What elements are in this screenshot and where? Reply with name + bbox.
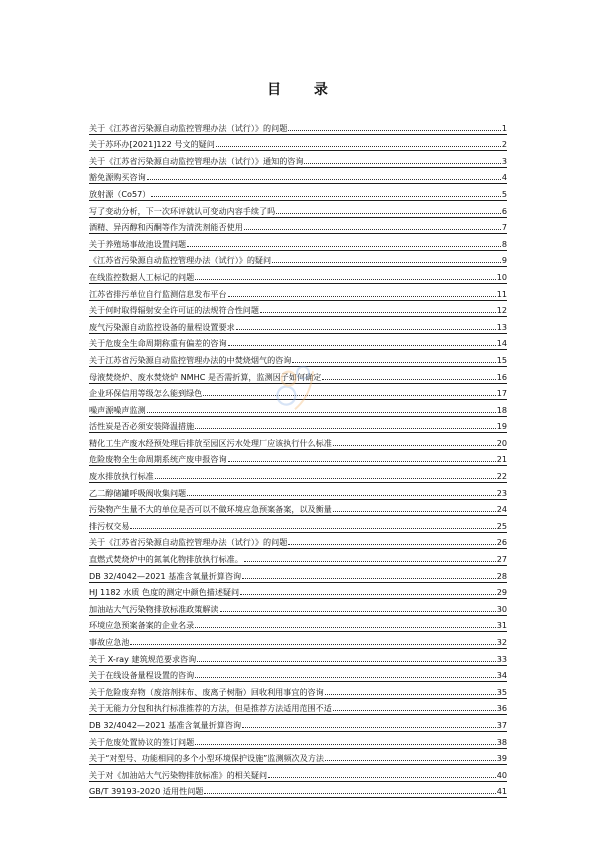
- toc-entry-title: 关于在线设备量程设置的咨询: [89, 670, 195, 681]
- toc-entry[interactable]: [89, 765, 507, 782]
- toc-entry[interactable]: [89, 168, 507, 185]
- toc-dot-leader: [333, 709, 496, 711]
- toc-entry-title: 关于苏环办[2021]122 号文的疑问: [89, 139, 215, 150]
- toc-entry-title: 关于 X-ray 建筑规范要求咨询: [89, 653, 197, 664]
- toc-entry[interactable]: [89, 533, 507, 550]
- toc-entry[interactable]: [89, 566, 507, 583]
- toc-entry-page-number: 10: [496, 271, 507, 282]
- toc-entry[interactable]: [89, 715, 507, 732]
- toc-entry-title: 废气污染源自动监控设备的量程设置要求: [89, 321, 235, 332]
- toc-dot-leader: [292, 361, 495, 363]
- toc-entry-title: 母液焚烧炉、废水焚烧炉 NMHC 是否需折算，监测因子如何确定: [89, 371, 322, 382]
- toc-entry-title: 噪声源噪声监测: [89, 404, 146, 415]
- toc-entry-title: 在线监控数据人工标记的问题: [89, 271, 195, 282]
- toc-dot-leader: [272, 261, 501, 263]
- toc-dot-leader: [203, 394, 495, 396]
- toc-entry[interactable]: [89, 234, 507, 251]
- toc-entry[interactable]: [89, 317, 507, 334]
- toc-entry-title: 《江苏省污染源自动监控管理办法（试行）》的疑问: [89, 255, 272, 266]
- toc-entry-page-number: 12: [496, 305, 507, 316]
- toc-entry[interactable]: [89, 749, 507, 766]
- toc-entry[interactable]: [89, 500, 507, 517]
- toc-entry-page-number: 9: [501, 255, 507, 266]
- toc-dot-leader: [244, 228, 501, 230]
- toc-entry-page-number: 34: [496, 670, 507, 681]
- toc-entry-page-number: 13: [496, 321, 507, 332]
- toc-entry-title: 污染物产生量不大的单位是否可以不做环境应急预案备案，以及衡量: [89, 504, 332, 515]
- toc-entry-page-number: 31: [496, 620, 507, 631]
- toc-entry-title: 关于“对型号、功能相同的多个小型环境保护设施”监测频次及方法: [89, 753, 325, 764]
- toc-entry-title: 写了变动分析，下一次环评就认可变动内容手续了吗: [89, 205, 276, 216]
- toc-entry-title: 乙二醇储罐呼吸阀收集问题: [89, 487, 187, 498]
- toc-entry-title: 排污权交易: [89, 520, 130, 531]
- toc-entry-page-number: 16: [496, 371, 507, 382]
- toc-dot-leader: [195, 676, 495, 678]
- toc-entry[interactable]: [89, 699, 507, 716]
- toc-entry[interactable]: [89, 367, 507, 384]
- toc-entry-page-number: 2: [501, 139, 507, 150]
- toc-list: [89, 118, 507, 798]
- toc-dot-leader: [197, 660, 495, 662]
- toc-entry-title: 关于《江苏省污染源自动监控管理办法（试行）》通知的咨询: [89, 155, 304, 166]
- toc-entry-title: 企业环保信用等级怎么能到绿色: [89, 388, 203, 399]
- toc-dot-leader: [228, 344, 496, 346]
- toc-entry-page-number: 38: [496, 736, 507, 747]
- toc-entry-title: 事故应急池: [89, 637, 130, 647]
- toc-entry-title: DB 32/4042—2021 基准含氧量折算咨询: [89, 570, 242, 581]
- toc-title: 目 录: [267, 82, 342, 98]
- toc-entry-title: 废水排放执行标准: [89, 471, 154, 482]
- toc-entry-page-number: 14: [496, 338, 507, 349]
- toc-entry-page-number: 6: [501, 205, 507, 216]
- toc-entry[interactable]: [89, 301, 507, 318]
- toc-entry-page-number: 39: [496, 753, 507, 764]
- toc-entry[interactable]: [89, 649, 507, 666]
- toc-dot-leader: [242, 726, 496, 728]
- toc-dot-leader: [147, 178, 501, 180]
- toc-entry-page-number: 41: [496, 786, 507, 797]
- toc-entry[interactable]: [89, 184, 507, 201]
- toc-entry-title: 加油站大气污染物排放标准政策解读: [89, 603, 219, 614]
- toc-entry[interactable]: [89, 218, 507, 235]
- toc-entry[interactable]: [89, 417, 507, 434]
- toc-dot-leader: [187, 245, 501, 247]
- toc-entry-title: 江苏省排污单位自行监测信息发布平台: [89, 288, 227, 299]
- toc-entry[interactable]: [89, 632, 507, 649]
- toc-entry-title: DB 32/4042—2021 基准含氧量折算咨询: [89, 719, 242, 730]
- toc-entry-page-number: 7: [501, 222, 507, 233]
- toc-dot-leader: [228, 460, 496, 462]
- toc-entry-page-number: 32: [496, 637, 507, 647]
- toc-entry-page-number: 3: [501, 155, 507, 166]
- toc-entry-page-number: 25: [496, 520, 507, 531]
- toc-entry-page-number: 15: [496, 354, 507, 365]
- toc-entry[interactable]: [89, 118, 507, 135]
- toc-entry-title: HJ 1182 水质 色度的测定中颜色描述疑问: [89, 587, 240, 598]
- toc-dot-leader: [268, 776, 496, 778]
- toc-dot-leader: [228, 295, 496, 297]
- toc-entry-title: 关于何时取得辐射安全许可证的法规符合性问题: [89, 305, 259, 316]
- toc-entry-title: 关于危废全生命周期称重有偏差的咨询: [89, 338, 227, 349]
- toc-entry[interactable]: [89, 599, 507, 616]
- toc-entry-page-number: 20: [496, 437, 507, 448]
- toc-entry-page-number: 17: [496, 388, 507, 399]
- toc-entry-title: 关于对《加油站大气污染物排放标准》的相关疑问: [89, 769, 268, 780]
- toc-dot-leader: [322, 378, 495, 380]
- toc-dot-leader: [216, 145, 501, 147]
- toc-dot-leader: [325, 759, 496, 761]
- toc-entry[interactable]: [89, 267, 507, 284]
- toc-entry-page-number: 24: [496, 504, 507, 515]
- toc-dot-leader: [288, 543, 495, 545]
- toc-entry[interactable]: [89, 151, 507, 168]
- toc-entry-page-number: 22: [496, 471, 507, 482]
- toc-entry-title: 精化工生产废水经预处理后排放至园区污水处理厂应该执行什么标准: [89, 437, 332, 448]
- toc-entry[interactable]: [89, 450, 507, 467]
- toc-entry[interactable]: [89, 400, 507, 417]
- toc-dot-leader: [288, 129, 501, 131]
- toc-dot-leader: [130, 643, 495, 645]
- toc-entry-page-number: 18: [496, 404, 507, 415]
- toc-entry-title: 酒精、异丙醇和丙酮等作为清洗剂能否使用: [89, 222, 243, 233]
- toc-entry-title: 关于《江苏省污染源自动监控管理办法（试行）》的问题: [89, 537, 288, 548]
- toc-dot-leader: [325, 693, 496, 695]
- toc-entry-page-number: 27: [496, 554, 507, 565]
- toc-entry[interactable]: [89, 350, 507, 367]
- toc-entry-page-number: 5: [501, 188, 507, 199]
- toc-entry[interactable]: [89, 135, 507, 152]
- toc-dot-leader: [204, 792, 495, 794]
- toc-dot-leader: [195, 427, 495, 429]
- toc-entry[interactable]: [89, 732, 507, 749]
- toc-entry-page-number: 35: [496, 686, 507, 697]
- toc-entry-title: 关于养殖场事故池设置问题: [89, 238, 187, 249]
- toc-entry-title: 关于危废处置协议的签订问题: [89, 736, 195, 747]
- toc-dot-leader: [304, 162, 500, 164]
- toc-dot-leader: [220, 610, 496, 612]
- toc-entry-page-number: 23: [496, 487, 507, 498]
- toc-dot-leader: [147, 411, 496, 413]
- toc-entry-page-number: 36: [496, 703, 507, 714]
- toc-entry-page-number: 33: [496, 653, 507, 664]
- toc-entry-page-number: 8: [501, 238, 507, 249]
- toc-dot-leader: [240, 593, 496, 595]
- toc-entry-title: GB/T 39193-2020 适用性问题: [89, 786, 204, 797]
- toc-dot-leader: [195, 278, 495, 280]
- toc-entry[interactable]: [89, 483, 507, 500]
- toc-entry-title: 危险废物全生命周期系统产废申报咨询: [89, 454, 227, 465]
- toc-entry[interactable]: [89, 583, 507, 600]
- toc-entry-page-number: 29: [496, 587, 507, 598]
- toc-entry-page-number: 4: [501, 172, 507, 183]
- toc-entry[interactable]: [89, 334, 507, 351]
- toc-entry-title: 放射源（Co57）: [89, 188, 151, 199]
- toc-entry-page-number: 28: [496, 570, 507, 581]
- toc-dot-leader: [242, 577, 496, 579]
- toc-entry-title: 环境应急预案备案的企业名录: [89, 620, 195, 631]
- toc-entry[interactable]: [89, 384, 507, 401]
- toc-entry-page-number: 11: [496, 288, 507, 299]
- toc-dot-leader: [155, 477, 496, 479]
- toc-entry-page-number: 40: [496, 769, 507, 780]
- toc-entry[interactable]: [89, 782, 507, 799]
- toc-dot-leader: [244, 560, 496, 562]
- toc-entry[interactable]: [89, 466, 507, 483]
- toc-dot-leader: [260, 311, 496, 313]
- toc-entry[interactable]: [89, 284, 507, 301]
- toc-entry-page-number: 1: [501, 122, 507, 133]
- toc-entry[interactable]: [89, 616, 507, 633]
- toc-dot-leader: [195, 743, 495, 745]
- toc-dot-leader: [151, 195, 500, 197]
- toc-dot-leader: [333, 444, 496, 446]
- toc-dot-leader: [276, 212, 501, 214]
- toc-entry-page-number: 26: [496, 537, 507, 548]
- toc-entry[interactable]: [89, 682, 507, 699]
- toc-entry-title: 豁免源购买咨询: [89, 172, 146, 183]
- toc-dot-leader: [195, 626, 495, 628]
- toc-entry[interactable]: [89, 666, 507, 683]
- toc-dot-leader: [236, 328, 496, 330]
- toc-entry[interactable]: [89, 516, 507, 533]
- toc-dot-leader: [187, 494, 496, 496]
- toc-entry[interactable]: [89, 251, 507, 268]
- toc-entry[interactable]: [89, 201, 507, 218]
- toc-entry[interactable]: [89, 433, 507, 450]
- toc-entry-title: 关于《江苏省污染源自动监控管理办法（试行）》的问题: [89, 122, 288, 133]
- toc-dot-leader: [333, 510, 496, 512]
- toc-entry-title: 关于江苏省污染源自动监控管理办法的中焚烧烟气的咨询: [89, 354, 292, 365]
- toc-entry-page-number: 30: [496, 603, 507, 614]
- toc-entry-title: 活性炭是否必须安装降温措施: [89, 421, 195, 432]
- toc-entry-title: 直燃式焚烧炉中的氮氧化物排放执行标准。: [89, 554, 243, 565]
- toc-entry-page-number: 19: [496, 421, 507, 432]
- toc-entry-page-number: 21: [496, 454, 507, 465]
- toc-entry-title: 关于无能力分包和执行标准推荐的方法，但是推荐方法适用范围不适: [89, 703, 332, 714]
- toc-dot-leader: [130, 527, 495, 529]
- toc-entry-page-number: 37: [496, 719, 507, 730]
- toc-entry-title: 关于危险废弃物（废溶剂抹布、废离子树脂）回收利用事宜的咨询: [89, 686, 324, 697]
- toc-entry[interactable]: [89, 549, 507, 566]
